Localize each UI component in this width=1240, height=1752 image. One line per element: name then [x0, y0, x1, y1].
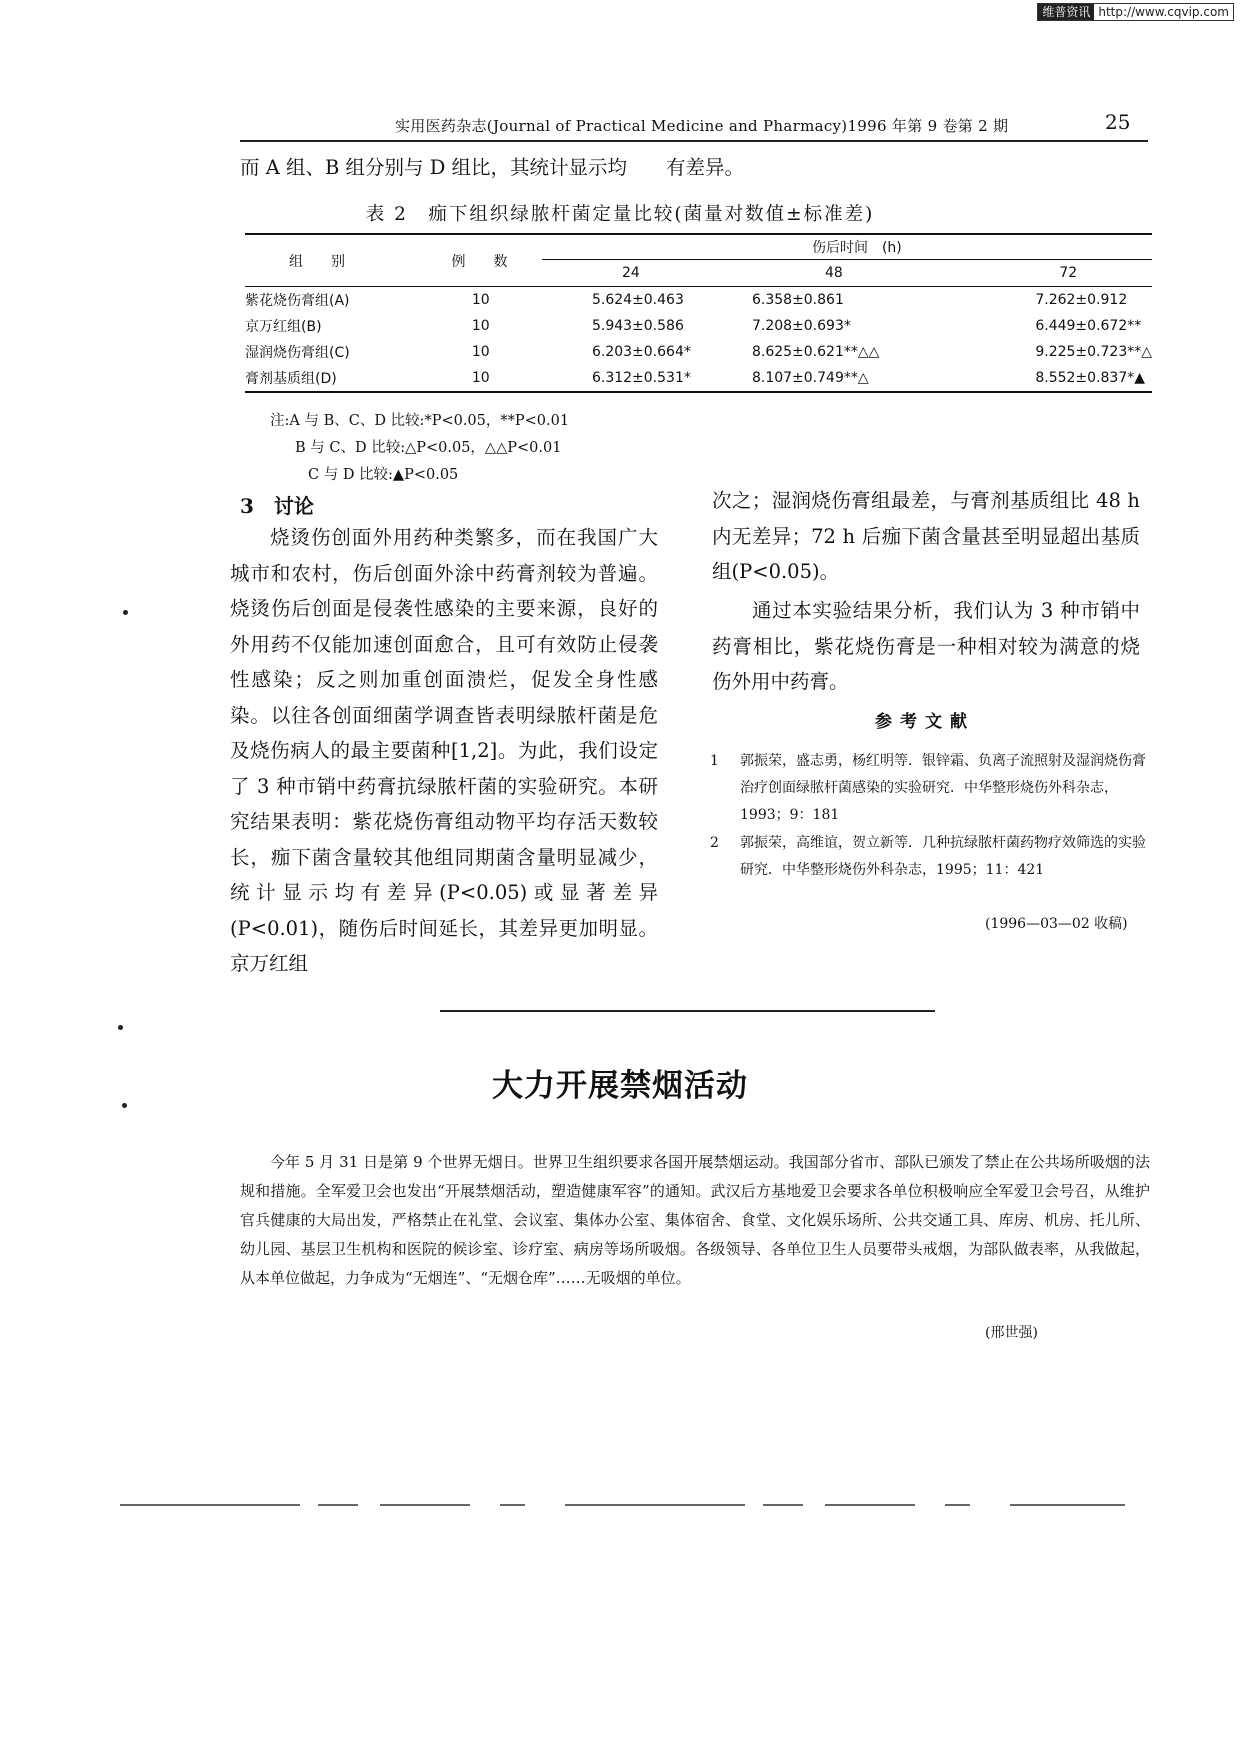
cell-24: 5.943±0.586 — [591, 318, 684, 334]
col-header-24: 24 — [542, 260, 747, 287]
table-caption: 表 2 痂下组织绿脓杆菌定量比较(菌量对数值±标准差) — [365, 204, 875, 225]
col-header-group: 组 别 — [245, 234, 420, 287]
cell-72: 6.449±0.672** — [1035, 318, 1142, 334]
reference-item — [710, 830, 1150, 884]
section-title: 3 讨论 — [240, 494, 314, 518]
cell-72: 7.262±0.912 — [995, 287, 1152, 314]
cell-group: 湿润烧伤膏组(C) — [245, 345, 350, 361]
received-date: (1996—03—02 收稿) — [985, 916, 1128, 932]
cell-24: 6.203±0.664* — [591, 344, 691, 360]
notice-author: (邢世强) — [985, 1325, 1038, 1341]
table-row — [245, 339, 1152, 365]
table-row — [245, 313, 1152, 339]
cell-72: 8.552±0.837*▲ — [995, 365, 1152, 392]
col-header-time: 伤后时间 (h) — [542, 234, 1152, 260]
scan-dot — [123, 610, 128, 615]
cell-72: 9.225±0.723**△ — [1035, 344, 1152, 360]
cell-24: 5.624±0.463 — [542, 287, 747, 314]
reference-text: 郭振荣，盛志勇，杨红明等．银锌霜、负离子流照射及湿润烧伤膏治疗创面绿脓杆菌感染的实验研究．中华整形烧伤外科杂志，1993；9：181 — [740, 753, 1146, 823]
data-table — [245, 233, 1152, 393]
discussion-left-column: 烧烫伤创面外用药种类繁多，而在我国广大城市和农村，伤后创面外涂中药膏剂较为普遍。烧烫伤后创面是侵袭性感染的主要来源，良好的外用药不仅能加速创面愈合，且可有效防止侵袭性感染；反之则加重创面溃烂，促发全身性感染。以往各创面细菌学调查皆表明绿脓杆菌是危及烧伤病人的最主要菌种[1,2]。为此，我们设定了 3 种市销中药膏抗绿脓杆菌的实验研究。本研究结果表明：紫花烧伤膏组动物平均存活天数较长，痂下菌含量较其他组同期菌含量明显减少，统计显示均有差异(P<0.05)或显著差异(P<0.01)，随伤后时间延长，其差异更加明显。京万红组 — [230, 526, 658, 975]
watermark — [1037, 3, 1234, 21]
reference-number: 2 — [710, 835, 719, 851]
article-divider — [440, 1010, 935, 1012]
cell-group: 京万红组(B) — [245, 319, 322, 335]
watermark-url[interactable]: http://www.cqvip.com — [1098, 5, 1229, 19]
reference-text: 郭振荣，高维谊，贺立新等．几种抗绿脓杆菌药物疗效筛选的实验研究．中华整形烧伤外科杂志，1995；11：421 — [740, 835, 1146, 878]
cell-48: 8.625±0.621**△△ — [751, 344, 880, 360]
table-note: 注:A 与 B、C、D 比较:*P<0.05，**P<0.01 — [270, 413, 570, 429]
references-heading: 参考文献 — [875, 712, 975, 732]
table-note: B 与 C、D 比较:△P<0.05，△△P<0.01 — [295, 440, 562, 456]
intro-line: 而 A 组、B 组分别与 D 组比，其统计显示均 有差异。 — [240, 156, 745, 179]
discussion-right-paragraph-1: 次之；湿润烧伤膏组最差，与膏剂基质组比 48 h 内无差异；72 h 后痂下菌含量甚至明显超出基质组(P<0.05)。 — [712, 489, 1140, 583]
cell-48: 8.107±0.749**△ — [747, 365, 995, 392]
cell-group: 膏剂基质组(D) — [245, 365, 420, 392]
notice-body: 今年 5 月 31 日是第 9 个世界无烟日。世界卫生组织要求各国开展禁烟运动。我国部分省市、部队已颁发了禁止在公共场所吸烟的法规和措施。全军爱卫会也发出“开展禁烟活动，塑造健康军容”的通知。武汉后方基地爱卫会要求各单位积极响应全军爱卫会号召，从维护官兵健康的大局出发，严格禁止在礼堂、会议室、集体办公室、集体宿舍、食堂、文化娱乐场所、公共交通工具、库房、机房、托儿所、幼儿园、基层卫生机构和医院的候诊室、诊疗室、病房等场所吸烟。各级领导、各单位卫生人员要带头戒烟，为部队做表率，从我做起，从本单位做起，力争成为“无烟连”、“无烟仓库”……无吸烟的单位。 — [240, 1153, 1150, 1287]
cell-n: 10 — [471, 318, 490, 334]
col-header-n: 例 数 — [420, 234, 542, 287]
table-row — [245, 365, 1152, 392]
table-note: C 与 D 比较:▲P<0.05 — [308, 467, 459, 483]
reference-number: 1 — [710, 753, 719, 769]
reference-item — [710, 748, 1150, 829]
page-number: 25 — [1105, 110, 1131, 134]
cell-n: 10 — [420, 365, 542, 392]
cell-48: 6.358±0.861 — [747, 287, 995, 314]
cell-24: 6.312±0.531* — [542, 365, 747, 392]
table-row — [245, 287, 1152, 314]
discussion-right-paragraph-2: 通过本实验结果分析，我们认为 3 种市销中药膏相比，紫花烧伤膏是一种相对较为满意的烧伤外用中药膏。 — [712, 599, 1140, 693]
bottom-dashed-rule — [120, 1500, 1130, 1510]
notice-title: 大力开展禁烟活动 — [492, 1068, 748, 1104]
col-header-72: 72 — [995, 260, 1152, 287]
cell-n: 10 — [420, 287, 542, 314]
cell-n: 10 — [471, 344, 490, 360]
running-header: 实用医药杂志(Journal of Practical Medicine and Pharmacy)1996 年第 9 卷第 2 期 — [395, 117, 1009, 135]
cell-group: 紫花烧伤膏组(A) — [245, 287, 420, 314]
scan-dot — [122, 1103, 127, 1108]
cell-48: 7.208±0.693* — [751, 318, 851, 334]
header-rule — [240, 140, 1148, 142]
watermark-label: 维普资讯 — [1038, 4, 1094, 20]
col-header-48: 48 — [747, 260, 995, 287]
scan-dot — [118, 1025, 123, 1030]
